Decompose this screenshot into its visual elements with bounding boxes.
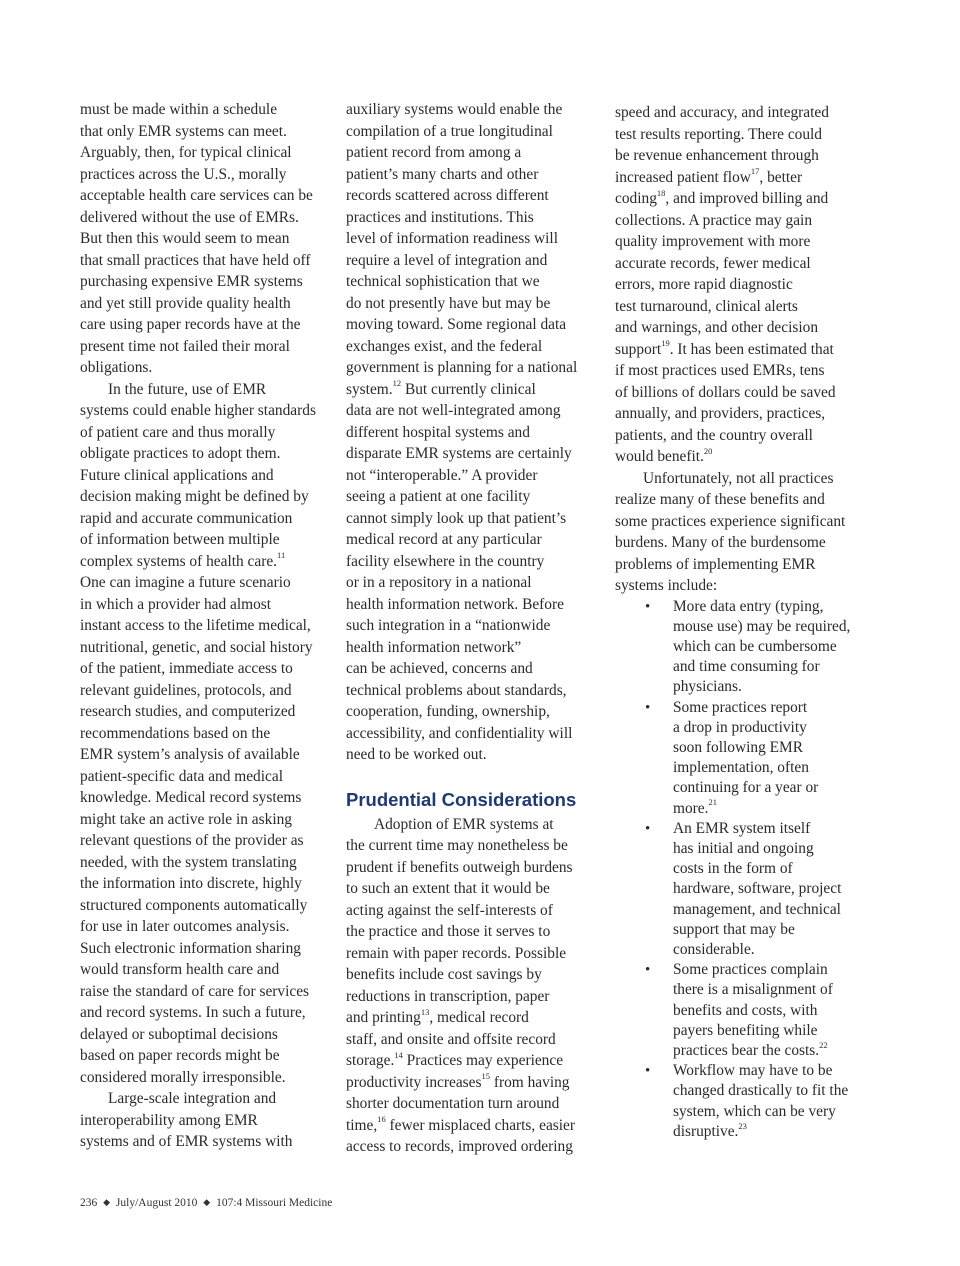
text-line: Large-scale integration and — [108, 1090, 277, 1107]
text-line: based on paper records might be — [80, 1047, 280, 1064]
text-line: patients, and the country overall — [615, 426, 813, 444]
text-run: productivity increases — [346, 1073, 482, 1091]
list-item — [615, 1061, 867, 1142]
text-line: reductions in transcription, paper — [346, 987, 550, 1005]
text-line: research studies, and computerized — [80, 703, 296, 720]
text-line: and warnings, and other decision — [615, 319, 819, 336]
page-footer — [80, 1193, 332, 1215]
text-line: technical problems about standards, — [346, 681, 567, 699]
issue-date: July/August 2010 — [115, 1197, 198, 1209]
text-line: such integration in a “nationwide — [346, 617, 551, 634]
text-line: accessibility, and confidentiality will — [346, 724, 573, 742]
bullet-icon: • — [645, 820, 651, 837]
text-line: decision making might be defined by — [80, 488, 309, 505]
text-run: , better — [759, 168, 803, 186]
text-run: increased patient flow — [615, 168, 751, 186]
text-line: patient’s many charts and other — [346, 165, 539, 183]
text-line: speed and accuracy, and integrated — [615, 104, 829, 121]
bullet-list — [615, 597, 867, 1142]
text-line: facility elsewhere in the country — [346, 552, 545, 570]
text-line: relevant questions of the provider as — [80, 832, 304, 849]
text-line: not “interoperable.” A provider — [346, 466, 538, 484]
text-line: Unfortunately, not all practices — [643, 469, 834, 487]
text-line: practices and institutions. This — [346, 208, 534, 226]
text-line: shorter documentation turn around — [346, 1095, 560, 1112]
text-line: which can be cumbersome — [673, 637, 837, 655]
text-line — [673, 1122, 867, 1142]
text-line: patient-specific data and medical — [80, 767, 283, 785]
text-line: benefits include cost savings by — [346, 966, 542, 983]
text-line: Such electronic information sharing — [80, 939, 301, 957]
text-line — [615, 167, 867, 189]
text-line: test turnaround, clinical alerts — [615, 297, 798, 315]
text-line: changed drastically to fit the — [673, 1082, 849, 1100]
bullet-icon: • — [645, 962, 651, 979]
text-line: errors, more rapid diagnostic — [615, 276, 793, 293]
text-line: for use in later outcomes analysis. — [80, 918, 290, 935]
text-line: needed, with the system translating — [80, 853, 297, 871]
column-2 — [346, 99, 596, 1158]
text-line: Some practices report — [673, 698, 808, 716]
text-line: level of information readiness will — [346, 230, 558, 247]
text-line — [346, 379, 596, 401]
text-run: . It has been estimated that — [669, 340, 834, 358]
text-line: benefits and costs, with — [673, 1001, 818, 1019]
text-line: test results reporting. There could — [615, 125, 823, 143]
text-line: considered morally irresponsible. — [80, 1068, 286, 1086]
text-line: interoperability among EMR — [80, 1111, 258, 1129]
text-run: support — [615, 340, 662, 358]
footnote-ref: 17 — [750, 166, 760, 177]
text-line: in which a provider had almost — [80, 595, 272, 613]
text-line: moving toward. Some regional data — [346, 316, 567, 333]
footnote-ref: 22 — [819, 1039, 828, 1050]
footnote-ref: 16 — [377, 1114, 386, 1125]
text-line: would transform health care and — [80, 961, 280, 978]
text-line: remain with paper records. Possible — [346, 944, 567, 962]
bullet-icon: • — [645, 1063, 651, 1080]
text-line: technical sophistication that we — [346, 273, 540, 290]
diamond-separator-icon: ◆ — [203, 1197, 211, 1207]
text-line: costs in the form of — [673, 860, 793, 878]
text-line — [346, 1050, 596, 1072]
text-line: soon following EMR — [673, 738, 803, 756]
list-item — [615, 597, 867, 698]
text-run: from having — [489, 1073, 570, 1091]
text-run: time, — [346, 1116, 378, 1134]
text-run: practices bear the costs. — [673, 1041, 820, 1059]
text-line: Some practices complain — [673, 961, 828, 979]
text-line — [673, 1041, 867, 1061]
list-item — [615, 960, 867, 1061]
text-line: exchanges exist, and the federal — [346, 337, 543, 355]
text-line: different hospital systems and — [346, 423, 530, 441]
page-number: 236 — [80, 1197, 98, 1209]
text-line: disparate EMR systems are certainly — [346, 445, 572, 462]
footnote-ref: 13 — [420, 1006, 430, 1017]
text-line: and time consuming for — [673, 658, 820, 676]
text-line: might take an active role in asking — [80, 810, 292, 828]
text-run: Practices may experience — [402, 1052, 564, 1069]
text-line: structured components automatically — [80, 896, 308, 914]
text-line: that small practices that have held off — [80, 251, 311, 269]
text-line: obligate practices to adopt them. — [80, 445, 281, 462]
text-line: need to be worked out. — [346, 746, 487, 763]
text-line: care using paper records have at the — [80, 316, 301, 333]
text-line: there is a misalignment of — [673, 981, 833, 999]
text-line — [615, 339, 867, 361]
text-line — [615, 188, 867, 210]
text-run: coding — [615, 190, 657, 207]
text-line — [80, 551, 332, 573]
text-line: health information network” — [346, 638, 522, 656]
text-line: EMR system’s analysis of available — [80, 746, 300, 763]
text-line: problems of implementing EMR — [615, 555, 816, 573]
text-line: collections. A practice may gain — [615, 211, 813, 229]
diamond-separator-icon: ◆ — [103, 1197, 111, 1207]
text-line: acceptable health care services can be — [80, 187, 313, 204]
footnote-ref: 23 — [738, 1120, 747, 1131]
text-line: raise the standard of care for services — [80, 982, 310, 1000]
text-line: staff, and onsite and offsite record — [346, 1030, 556, 1048]
text-line: payers benefiting while — [673, 1021, 818, 1039]
text-line: Arguably, then, for typical clinical — [80, 144, 292, 161]
text-run: , and improved billing and — [665, 190, 829, 207]
text-line: quality improvement with more — [615, 233, 811, 250]
text-line: can be achieved, concerns and — [346, 660, 533, 677]
text-line: support that may be — [673, 920, 795, 938]
text-line: patient record from among a — [346, 144, 522, 161]
text-line: considerable. — [673, 940, 755, 958]
text-line: realize many of these benefits and — [615, 491, 825, 508]
text-line: Adoption of EMR systems at — [374, 815, 554, 833]
text-line — [346, 1007, 596, 1029]
text-line: of information between multiple — [80, 531, 280, 548]
text-run: would benefit. — [615, 448, 704, 465]
text-line — [673, 799, 867, 819]
text-line: purchasing expensive EMR systems — [80, 273, 303, 290]
text-line: of billions of dollars could be saved — [615, 383, 836, 401]
text-line: the practice and those it serves to — [346, 923, 551, 940]
text-line: continuing for a year or — [673, 779, 819, 797]
text-line: rapid and accurate communication — [80, 509, 293, 527]
text-line: acting against the self-interests of — [346, 901, 553, 919]
text-line: More data entry (typing, — [673, 597, 824, 615]
text-line: mouse use) may be required, — [673, 617, 851, 635]
section-heading: Prudential Considerations — [346, 788, 577, 810]
text-line: to such an extent that it would be — [346, 880, 550, 897]
text-line: relevant guidelines, protocols, and — [80, 681, 292, 699]
text-run: and printing — [346, 1009, 421, 1026]
text-run: , medical record — [429, 1009, 529, 1026]
text-line: delayed or suboptimal decisions — [80, 1025, 278, 1043]
text-line: data are not well-integrated among — [346, 402, 561, 419]
text-line: management, and technical — [673, 900, 841, 918]
text-line: a drop in productivity — [673, 718, 807, 736]
text-line: present time not failed their moral — [80, 337, 290, 355]
column-1 — [80, 99, 332, 1153]
text-line: nutritional, genetic, and social history — [80, 638, 313, 656]
journal-name: 107:4 Missouri Medicine — [216, 1197, 333, 1209]
text-line: delivered without the use of EMRs. — [80, 208, 299, 226]
text-line: medical record at any particular — [346, 531, 542, 548]
text-line: cooperation, funding, ownership, — [346, 703, 550, 720]
text-line: and record systems. In such a future, — [80, 1004, 306, 1021]
text-line: do not presently have but may be — [346, 294, 551, 312]
text-line: systems could enable higher standards — [80, 402, 316, 419]
footnote-ref: 21 — [708, 797, 717, 808]
list-item — [615, 698, 867, 819]
text-line: has initial and ongoing — [673, 839, 814, 857]
text-line: records scattered across different — [346, 187, 549, 204]
text-run: system. — [346, 380, 393, 398]
text-line: recommendations based on the — [80, 724, 271, 742]
text-line: health information network. Before — [346, 595, 564, 613]
text-line: must be made within a schedule — [80, 101, 278, 118]
text-line: Workflow may have to be — [673, 1062, 833, 1080]
text-run: more. — [673, 799, 709, 817]
text-line: the information into discrete, highly — [80, 875, 302, 892]
text-line — [615, 446, 867, 468]
text-line — [346, 1072, 596, 1094]
text-line: burdens. Many of the burdensome — [615, 534, 826, 551]
text-line: annually, and providers, practices, — [615, 405, 826, 422]
text-run: storage. — [346, 1052, 395, 1069]
text-line: hardware, software, project — [673, 880, 842, 898]
text-line: or in a repository in a national — [346, 574, 532, 591]
bullet-icon: • — [645, 598, 651, 615]
text-line: some practices experience significant — [615, 512, 846, 530]
footnote-ref: 14 — [394, 1049, 403, 1060]
text-line: In the future, use of EMR — [108, 380, 267, 398]
text-line: and yet still provide quality health — [80, 294, 291, 312]
text-run: disruptive. — [673, 1122, 739, 1140]
column-3 — [615, 102, 867, 1142]
text-line: obligations. — [80, 359, 153, 376]
text-line: One can imagine a future scenario — [80, 574, 291, 591]
text-line: that only EMR systems can meet. — [80, 122, 287, 140]
bullet-icon: • — [645, 699, 651, 716]
footnote-ref: 20 — [703, 445, 713, 456]
text-line: compilation of a true longitudinal — [346, 122, 553, 140]
text-line: access to records, improved ordering — [346, 1138, 573, 1155]
text-line: practices across the U.S., morally — [80, 165, 287, 183]
text-line: But then this would seem to mean — [80, 230, 290, 247]
text-line: seeing a patient at one facility — [346, 488, 531, 505]
text-line: if most practices used EMRs, tens — [615, 362, 825, 379]
footnote-ref: 15 — [481, 1071, 490, 1082]
text-line: of patient care and thus morally — [80, 423, 276, 441]
text-line: require a level of integration and — [346, 251, 548, 269]
text-line: knowledge. Medical record systems — [80, 789, 302, 806]
text-line: prudent if benefits outweigh burdens — [346, 858, 573, 876]
text-run: complex systems of health care. — [80, 552, 278, 570]
text-line: implementation, often — [673, 759, 809, 777]
footnote-ref: 19 — [661, 338, 670, 349]
text-line: government is planning for a national — [346, 359, 578, 376]
text-line: cannot simply look up that patient’s — [346, 509, 567, 527]
text-line: of the patient, immediate access to — [80, 660, 293, 677]
text-line: the current time may nonetheless be — [346, 837, 568, 854]
text-run: fewer misplaced charts, easier — [385, 1116, 575, 1134]
text-line: systems and of EMR systems with — [80, 1133, 293, 1150]
text-line: instant access to the lifetime medical, — [80, 617, 311, 634]
list-item — [615, 819, 867, 960]
text-line — [346, 1115, 596, 1137]
text-line: physicians. — [673, 678, 742, 696]
text-line: systems include: — [615, 577, 718, 594]
text-line: An EMR system itself — [673, 819, 811, 837]
text-run: But currently clinical — [401, 380, 536, 398]
text-line: Future clinical applications and — [80, 466, 274, 484]
text-line: system, which can be very — [673, 1102, 836, 1120]
text-line: accurate records, fewer medical — [615, 254, 811, 272]
footnote-ref: 11 — [277, 550, 286, 561]
text-line: auxiliary systems would enable the — [346, 101, 563, 118]
footnote-ref: 18 — [656, 187, 666, 198]
text-line: be revenue enhancement through — [615, 147, 819, 164]
footnote-ref: 12 — [392, 378, 402, 389]
